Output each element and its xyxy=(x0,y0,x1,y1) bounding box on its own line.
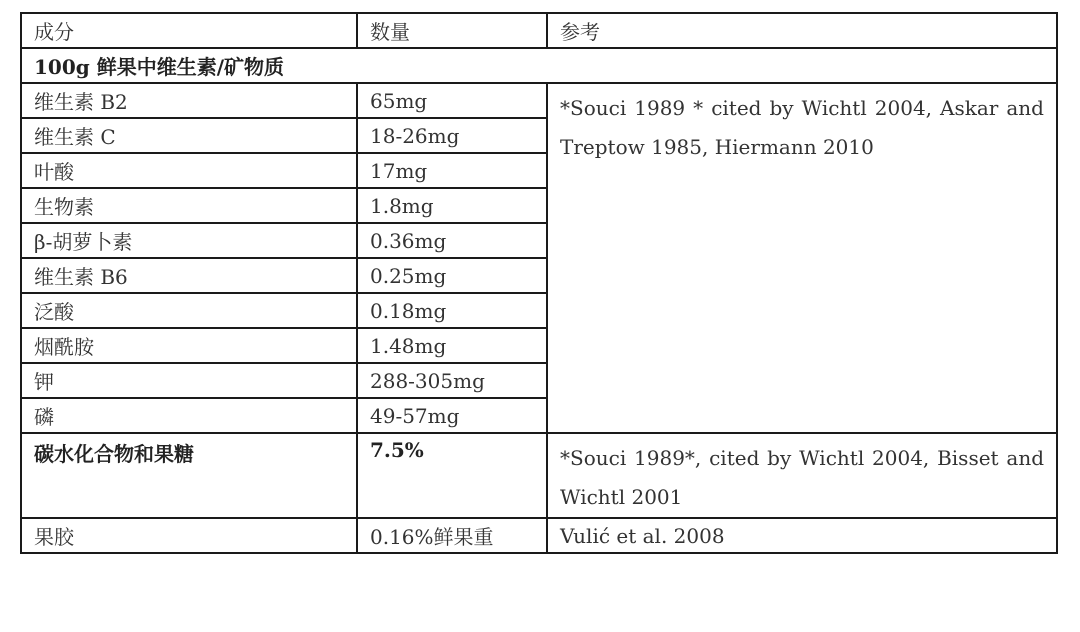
ingredient-amount: 18-26mg xyxy=(357,118,547,153)
ingredient-name: 维生素 C xyxy=(21,118,357,153)
carb-name: 碳水化合物和果糖 xyxy=(21,433,357,518)
ingredient-amount: 1.8mg xyxy=(357,188,547,223)
header-amount: 数量 xyxy=(357,13,547,48)
carb-reference: *Souci 1989*, cited by Wichtl 2004, Bisset and Wichtl 2001 xyxy=(547,433,1057,518)
carb-amount: 7.5% xyxy=(357,433,547,518)
pectin-row xyxy=(21,518,1057,553)
ingredient-name: 磷 xyxy=(21,398,357,433)
header-reference: 参考 xyxy=(547,13,1057,48)
ingredient-name: 泛酸 xyxy=(21,293,357,328)
section-title: 100g 鲜果中维生素/矿物质 xyxy=(21,48,1057,83)
ingredient-name: β-胡萝卜素 xyxy=(21,223,357,258)
ingredient-amount: 288-305mg xyxy=(357,363,547,398)
ingredient-name: 维生素 B6 xyxy=(21,258,357,293)
ingredient-amount: 1.48mg xyxy=(357,328,547,363)
ingredient-amount: 0.25mg xyxy=(357,258,547,293)
ingredient-name: 叶酸 xyxy=(21,153,357,188)
table-header-row xyxy=(21,13,1057,48)
pectin-name: 果胶 xyxy=(21,518,357,553)
pectin-reference: Vulić et al. 2008 xyxy=(547,518,1057,553)
header-ingredient: 成分 xyxy=(21,13,357,48)
ingredient-name: 维生素 B2 xyxy=(21,83,357,118)
ingredient-amount: 0.36mg xyxy=(357,223,547,258)
table-row xyxy=(21,83,1057,118)
section-row xyxy=(21,48,1057,83)
ingredient-name: 钾 xyxy=(21,363,357,398)
ingredient-name: 生物素 xyxy=(21,188,357,223)
vitamin-reference: *Souci 1989 * cited by Wichtl 2004, Askar and Treptow 1985, Hiermann 2010 xyxy=(547,83,1057,433)
ingredient-amount: 0.18mg xyxy=(357,293,547,328)
pectin-amount: 0.16%鲜果重 xyxy=(357,518,547,553)
ingredient-name: 烟酰胺 xyxy=(21,328,357,363)
ingredient-amount: 65mg xyxy=(357,83,547,118)
nutrient-table xyxy=(20,12,1058,554)
carb-row xyxy=(21,433,1057,518)
ingredient-amount: 49-57mg xyxy=(357,398,547,433)
ingredient-amount: 17mg xyxy=(357,153,547,188)
